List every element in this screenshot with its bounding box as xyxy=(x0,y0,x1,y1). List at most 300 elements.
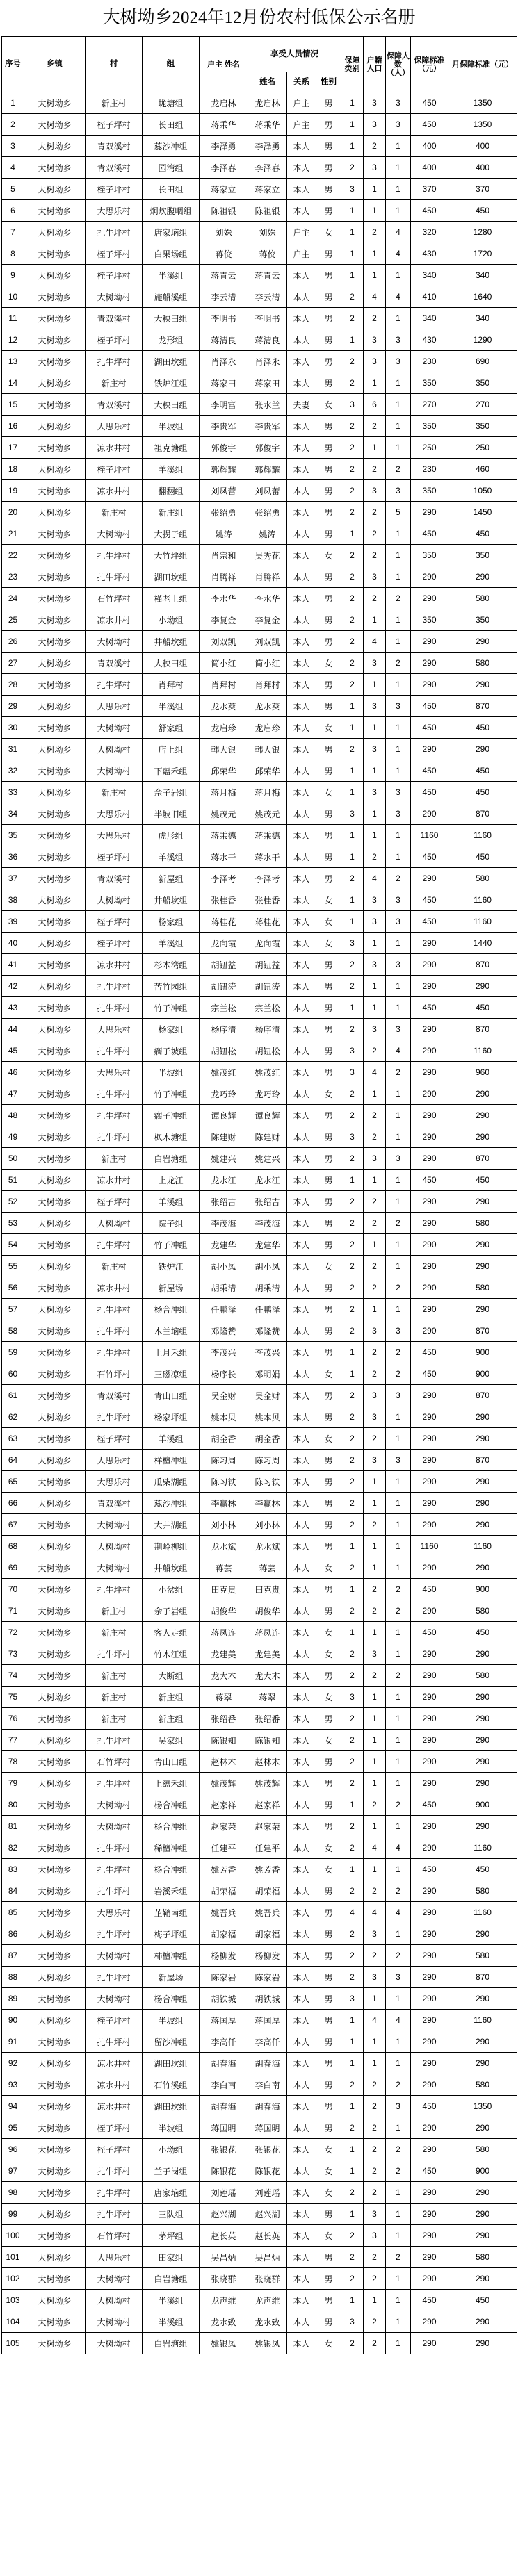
header-standard: 保障标准（元） xyxy=(411,37,448,92)
cell-township: 大树坳乡 xyxy=(24,2182,86,2204)
cell-monthly-amount: 1160 xyxy=(448,911,517,933)
cell-category: 2 xyxy=(341,2117,364,2139)
cell-township: 大树坳乡 xyxy=(24,696,86,717)
cell-assisted-name: 姚银凤 xyxy=(248,2333,287,2354)
cell-assisted-name: 龙大木 xyxy=(248,1665,287,1687)
table-row xyxy=(2,2117,517,2139)
cell-assisted-count: 3 xyxy=(386,803,411,825)
cell-head-name: 杨序长 xyxy=(200,1363,248,1385)
cell-monthly-amount: 450 xyxy=(448,1859,517,1880)
cell-group: 稀檀冲组 xyxy=(143,1837,200,1859)
cell-gender: 男 xyxy=(316,1342,341,1363)
cell-gender: 男 xyxy=(316,1450,341,1471)
cell-gender: 男 xyxy=(316,2268,341,2290)
cell-household-size: 4 xyxy=(364,1837,386,1859)
cell-relation: 本人 xyxy=(287,179,316,200)
cell-group: 小坳组 xyxy=(143,609,200,631)
cell-head-name: 郭俊宇 xyxy=(200,437,248,459)
cell-village: 桎子坪村 xyxy=(86,265,143,286)
cell-index: 52 xyxy=(2,1191,24,1213)
cell-relation: 本人 xyxy=(287,1514,316,1536)
cell-standard: 290 xyxy=(411,588,448,609)
table-row xyxy=(2,2290,517,2311)
cell-standard: 450 xyxy=(411,1859,448,1880)
cell-township: 大树坳乡 xyxy=(24,1536,86,1557)
cell-village: 扎牛坪村 xyxy=(86,1730,143,1751)
cell-relation: 本人 xyxy=(287,1880,316,1902)
cell-township: 大树坳乡 xyxy=(24,1493,86,1514)
cell-monthly-amount: 1160 xyxy=(448,1536,517,1557)
cell-monthly-amount: 870 xyxy=(448,1385,517,1406)
cell-township: 大树坳乡 xyxy=(24,1320,86,1342)
cell-assisted-name: 姚茂辉 xyxy=(248,1773,287,1794)
cell-relation: 本人 xyxy=(287,265,316,286)
table-row xyxy=(2,1536,517,1557)
cell-assisted-count: 4 xyxy=(386,222,411,243)
cell-gender: 男 xyxy=(316,265,341,286)
cell-village: 扎牛坪村 xyxy=(86,1923,143,1945)
cell-head-name: 张绍番 xyxy=(200,1708,248,1730)
cell-township: 大树坳乡 xyxy=(24,394,86,416)
cell-monthly-amount: 580 xyxy=(448,1880,517,1902)
table-row xyxy=(2,1816,517,1837)
cell-index: 45 xyxy=(2,1040,24,1062)
cell-monthly-amount: 580 xyxy=(448,1600,517,1622)
cell-relation: 本人 xyxy=(287,1126,316,1148)
cell-township: 大树坳乡 xyxy=(24,265,86,286)
cell-assisted-name: 张绍勇 xyxy=(248,502,287,523)
table-row xyxy=(2,1923,517,1945)
table-row xyxy=(2,1579,517,1600)
cell-head-name: 蒋凤连 xyxy=(200,1622,248,1643)
cell-monthly-amount: 460 xyxy=(448,459,517,480)
cell-village: 石竹坪村 xyxy=(86,1751,143,1773)
cell-standard: 450 xyxy=(411,696,448,717)
cell-township: 大树坳乡 xyxy=(24,1902,86,1923)
cell-category: 1 xyxy=(341,265,364,286)
cell-village: 新庄村 xyxy=(86,1622,143,1643)
table-row xyxy=(2,222,517,243)
cell-assisted-name: 赵林木 xyxy=(248,1751,287,1773)
cell-group: 半溪组 xyxy=(143,265,200,286)
cell-group: 上月禾组 xyxy=(143,1342,200,1363)
cell-gender: 女 xyxy=(316,222,341,243)
cell-household-size: 1 xyxy=(364,1751,386,1773)
table-row xyxy=(2,1406,517,1428)
cell-index: 9 xyxy=(2,265,24,286)
table-row xyxy=(2,1557,517,1579)
cell-relation: 本人 xyxy=(287,1988,316,2010)
cell-assisted-count: 1 xyxy=(386,717,411,739)
cell-gender: 女 xyxy=(316,2225,341,2247)
cell-township: 大树坳乡 xyxy=(24,954,86,976)
cell-assisted-name: 蒋翠 xyxy=(248,1687,287,1708)
cell-head-name: 龙水江 xyxy=(200,1170,248,1191)
cell-monthly-amount: 1640 xyxy=(448,286,517,308)
cell-monthly-amount: 290 xyxy=(448,976,517,997)
cell-household-size: 2 xyxy=(364,2268,386,2290)
cell-household-size: 2 xyxy=(364,2247,386,2268)
cell-relation: 本人 xyxy=(287,1794,316,1816)
cell-household-size: 2 xyxy=(364,846,386,868)
cell-assisted-name: 李赢林 xyxy=(248,1493,287,1514)
cell-township: 大树坳乡 xyxy=(24,351,86,372)
cell-category: 2 xyxy=(341,1019,364,1040)
cell-standard: 290 xyxy=(411,2074,448,2096)
cell-gender: 男 xyxy=(316,1320,341,1342)
cell-group: 瓜柴湖组 xyxy=(143,1471,200,1493)
cell-relation: 本人 xyxy=(287,2139,316,2160)
cell-gender: 男 xyxy=(316,1988,341,2010)
cell-group: 枫木塘组 xyxy=(143,1126,200,1148)
cell-gender: 女 xyxy=(316,1622,341,1643)
cell-group: 三磁凉组 xyxy=(143,1363,200,1385)
cell-head-name: 胡钮涛 xyxy=(200,976,248,997)
cell-head-name: 胡荣福 xyxy=(200,1880,248,1902)
table-row xyxy=(2,243,517,265)
cell-assisted-name: 宗兰松 xyxy=(248,997,287,1019)
cell-village: 青双溪村 xyxy=(86,868,143,889)
cell-assisted-count: 1 xyxy=(386,1687,411,1708)
cell-relation: 本人 xyxy=(287,1406,316,1428)
cell-relation: 本人 xyxy=(287,717,316,739)
cell-head-name: 龙建美 xyxy=(200,1643,248,1665)
cell-monthly-amount: 870 xyxy=(448,1967,517,1988)
cell-household-size: 3 xyxy=(364,1643,386,1665)
cell-household-size: 1 xyxy=(364,760,386,782)
cell-assisted-count: 1 xyxy=(386,1083,411,1105)
cell-group: 半溪组 xyxy=(143,2290,200,2311)
cell-category: 2 xyxy=(341,480,364,502)
cell-index: 63 xyxy=(2,1428,24,1450)
cell-group: 白岩塘组 xyxy=(143,1148,200,1170)
cell-household-size: 2 xyxy=(364,1126,386,1148)
cell-gender: 男 xyxy=(316,523,341,545)
cell-assisted-count: 4 xyxy=(386,1902,411,1923)
cell-relation: 本人 xyxy=(287,1320,316,1342)
cell-township: 大树坳乡 xyxy=(24,480,86,502)
table-row xyxy=(2,976,517,997)
cell-group: 大秧田组 xyxy=(143,308,200,329)
cell-head-name: 陈银知 xyxy=(200,1730,248,1751)
cell-monthly-amount: 290 xyxy=(448,1471,517,1493)
cell-monthly-amount: 900 xyxy=(448,1794,517,1816)
cell-group: 芷鞘南组 xyxy=(143,1902,200,1923)
cell-group: 龙形组 xyxy=(143,329,200,351)
cell-index: 100 xyxy=(2,2225,24,2247)
cell-assisted-count: 1 xyxy=(386,2333,411,2354)
cell-gender: 女 xyxy=(316,545,341,566)
cell-standard: 1160 xyxy=(411,1536,448,1557)
cell-township: 大树坳乡 xyxy=(24,2074,86,2096)
cell-monthly-amount: 870 xyxy=(448,1148,517,1170)
cell-head-name: 龙水斌 xyxy=(200,1536,248,1557)
table-row xyxy=(2,2225,517,2247)
cell-index: 79 xyxy=(2,1773,24,1794)
cell-household-size: 2 xyxy=(364,1213,386,1234)
cell-village: 大树坳村 xyxy=(86,1514,143,1536)
cell-standard: 350 xyxy=(411,480,448,502)
cell-household-size: 1 xyxy=(364,674,386,696)
table-row xyxy=(2,157,517,179)
cell-gender: 男 xyxy=(316,566,341,588)
cell-relation: 本人 xyxy=(287,1536,316,1557)
cell-standard: 400 xyxy=(411,136,448,157)
cell-category: 3 xyxy=(341,1687,364,1708)
cell-village: 大思乐村 xyxy=(86,1902,143,1923)
cell-standard: 290 xyxy=(411,674,448,696)
cell-assisted-name: 陈习轶 xyxy=(248,1471,287,1493)
cell-index: 77 xyxy=(2,1730,24,1751)
cell-relation: 本人 xyxy=(287,2117,316,2139)
cell-village: 大树坳村 xyxy=(86,1988,143,2010)
cell-head-name: 张绍吉 xyxy=(200,1191,248,1213)
cell-group: 杨家组 xyxy=(143,911,200,933)
cell-monthly-amount: 290 xyxy=(448,2031,517,2053)
cell-head-name: 李泽勇 xyxy=(200,136,248,157)
cell-township: 大树坳乡 xyxy=(24,997,86,1019)
cell-standard: 290 xyxy=(411,1837,448,1859)
cell-assisted-count: 3 xyxy=(386,92,411,114)
cell-household-size: 4 xyxy=(364,1902,386,1923)
cell-assisted-count: 1 xyxy=(386,136,411,157)
cell-relation: 本人 xyxy=(287,566,316,588)
cell-relation: 本人 xyxy=(287,1040,316,1062)
cell-index: 7 xyxy=(2,222,24,243)
cell-category: 2 xyxy=(341,1105,364,1126)
cell-head-name: 李茂兴 xyxy=(200,1342,248,1363)
cell-township: 大树坳乡 xyxy=(24,1342,86,1363)
table-row xyxy=(2,351,517,372)
cell-assisted-name: 胡家福 xyxy=(248,1923,287,1945)
cell-assisted-name: 龙向霞 xyxy=(248,933,287,954)
cell-index: 59 xyxy=(2,1342,24,1363)
cell-index: 16 xyxy=(2,416,24,437)
cell-township: 大树坳乡 xyxy=(24,502,86,523)
cell-assisted-count: 3 xyxy=(386,329,411,351)
cell-relation: 本人 xyxy=(287,1622,316,1643)
header-index: 序号 xyxy=(2,37,24,92)
cell-group: 新庄组 xyxy=(143,1687,200,1708)
cell-assisted-count: 3 xyxy=(386,480,411,502)
cell-village: 扎牛坪村 xyxy=(86,566,143,588)
cell-household-size: 2 xyxy=(364,308,386,329)
cell-head-name: 陈家岩 xyxy=(200,1967,248,1988)
cell-village: 凉水井村 xyxy=(86,954,143,976)
cell-relation: 本人 xyxy=(287,1687,316,1708)
cell-index: 58 xyxy=(2,1320,24,1342)
cell-household-size: 3 xyxy=(364,1385,386,1406)
cell-household-size: 1 xyxy=(364,997,386,1019)
cell-standard: 350 xyxy=(411,372,448,394)
cell-gender: 男 xyxy=(316,1471,341,1493)
cell-township: 大树坳乡 xyxy=(24,1170,86,1191)
table-row xyxy=(2,674,517,696)
cell-group: 客人走组 xyxy=(143,1622,200,1643)
cell-assisted-count: 1 xyxy=(386,308,411,329)
cell-assisted-count: 1 xyxy=(386,1170,411,1191)
cell-relation: 本人 xyxy=(287,696,316,717)
cell-township: 大树坳乡 xyxy=(24,1040,86,1062)
table-row xyxy=(2,1794,517,1816)
cell-gender: 男 xyxy=(316,2117,341,2139)
cell-category: 1 xyxy=(341,782,364,803)
cell-monthly-amount: 290 xyxy=(448,2268,517,2290)
cell-monthly-amount: 290 xyxy=(448,739,517,760)
cell-category: 1 xyxy=(341,1622,364,1643)
cell-standard: 290 xyxy=(411,2182,448,2204)
cell-assisted-count: 2 xyxy=(386,1363,411,1385)
cell-township: 大树坳乡 xyxy=(24,1643,86,1665)
cell-monthly-amount: 900 xyxy=(448,2160,517,2182)
cell-standard: 290 xyxy=(411,1126,448,1148)
cell-category: 2 xyxy=(341,1730,364,1751)
cell-relation: 本人 xyxy=(287,1385,316,1406)
cell-monthly-amount: 580 xyxy=(448,1277,517,1299)
cell-standard: 290 xyxy=(411,1148,448,1170)
cell-index: 24 xyxy=(2,588,24,609)
cell-gender: 男 xyxy=(316,1299,341,1320)
cell-group: 青山口组 xyxy=(143,1751,200,1773)
cell-village: 扎牛坪村 xyxy=(86,1859,143,1880)
cell-gender: 男 xyxy=(316,609,341,631)
cell-category: 2 xyxy=(341,631,364,653)
table-row xyxy=(2,1493,517,1514)
table-row xyxy=(2,2053,517,2074)
cell-group: 新屋场 xyxy=(143,1277,200,1299)
cell-group: 大秧田组 xyxy=(143,394,200,416)
cell-head-name: 龙巧玲 xyxy=(200,1083,248,1105)
cell-assisted-count: 1 xyxy=(386,437,411,459)
cell-assisted-count: 5 xyxy=(386,502,411,523)
cell-head-name: 蒋青云 xyxy=(200,265,248,286)
cell-standard: 290 xyxy=(411,739,448,760)
header-assisted-count: 保障人数（人） xyxy=(386,37,411,92)
cell-assisted-count: 2 xyxy=(386,1794,411,1816)
cell-standard: 290 xyxy=(411,1730,448,1751)
cell-village: 青双溪村 xyxy=(86,308,143,329)
table-row xyxy=(2,1320,517,1342)
table-row xyxy=(2,954,517,976)
cell-head-name: 姚芳香 xyxy=(200,1859,248,1880)
cell-category: 2 xyxy=(341,566,364,588)
cell-relation: 本人 xyxy=(287,157,316,179)
cell-household-size: 2 xyxy=(364,2182,386,2204)
cell-index: 70 xyxy=(2,1579,24,1600)
cell-assisted-count: 2 xyxy=(386,588,411,609)
table-row xyxy=(2,1967,517,1988)
cell-gender: 男 xyxy=(316,1040,341,1062)
cell-group: 院子组 xyxy=(143,1213,200,1234)
cell-monthly-amount: 1160 xyxy=(448,889,517,911)
cell-standard: 290 xyxy=(411,2053,448,2074)
cell-gender: 男 xyxy=(316,2074,341,2096)
cell-assisted-count: 1 xyxy=(386,1536,411,1557)
cell-assisted-name: 田克贵 xyxy=(248,1579,287,1600)
cell-township: 大树坳乡 xyxy=(24,1385,86,1406)
cell-monthly-amount: 450 xyxy=(448,200,517,222)
cell-gender: 女 xyxy=(316,1428,341,1450)
cell-standard: 450 xyxy=(411,1579,448,1600)
cell-standard: 290 xyxy=(411,1665,448,1687)
cell-gender: 男 xyxy=(316,588,341,609)
cell-monthly-amount: 290 xyxy=(448,1514,517,1536)
cell-head-name: 蒋国明 xyxy=(200,2117,248,2139)
cell-index: 74 xyxy=(2,1665,24,1687)
cell-head-name: 刘小林 xyxy=(200,1514,248,1536)
cell-household-size: 4 xyxy=(364,286,386,308)
cell-index: 67 xyxy=(2,1514,24,1536)
table-row xyxy=(2,2268,517,2290)
cell-group: 湖田坎组 xyxy=(143,566,200,588)
cell-gender: 男 xyxy=(316,954,341,976)
cell-head-name: 胡春海 xyxy=(200,2053,248,2074)
cell-relation: 本人 xyxy=(287,372,316,394)
table-row xyxy=(2,1385,517,1406)
cell-village: 大思乐村 xyxy=(86,803,143,825)
cell-township: 大树坳乡 xyxy=(24,372,86,394)
cell-assisted-name: 蒋乘德 xyxy=(248,825,287,846)
cell-village: 石竹坪村 xyxy=(86,588,143,609)
cell-assisted-count: 3 xyxy=(386,954,411,976)
cell-group: 杨合冲组 xyxy=(143,1794,200,1816)
cell-township: 大树坳乡 xyxy=(24,1923,86,1945)
table-row xyxy=(2,2074,517,2096)
cell-village: 扎牛坪村 xyxy=(86,1773,143,1794)
cell-assisted-count: 1 xyxy=(386,394,411,416)
cell-household-size: 4 xyxy=(364,1062,386,1083)
cell-standard: 290 xyxy=(411,1945,448,1967)
table-row xyxy=(2,1665,517,1687)
cell-assisted-name: 蒋水干 xyxy=(248,846,287,868)
cell-standard: 290 xyxy=(411,2117,448,2139)
cell-assisted-count: 1 xyxy=(386,545,411,566)
cell-monthly-amount: 290 xyxy=(448,1191,517,1213)
cell-household-size: 1 xyxy=(364,1234,386,1256)
cell-assisted-count: 1 xyxy=(386,674,411,696)
cell-head-name: 田克贵 xyxy=(200,1579,248,1600)
cell-monthly-amount: 340 xyxy=(448,308,517,329)
cell-index: 32 xyxy=(2,760,24,782)
cell-monthly-amount: 580 xyxy=(448,868,517,889)
cell-assisted-name: 李明书 xyxy=(248,308,287,329)
cell-relation: 本人 xyxy=(287,1083,316,1105)
cell-head-name: 胡乘清 xyxy=(200,1277,248,1299)
cell-gender: 女 xyxy=(316,1837,341,1859)
cell-village: 桎子坪村 xyxy=(86,2010,143,2031)
cell-gender: 男 xyxy=(316,2010,341,2031)
cell-relation: 本人 xyxy=(287,1213,316,1234)
cell-village: 青双溪村 xyxy=(86,1385,143,1406)
cell-category: 1 xyxy=(341,825,364,846)
cell-standard: 450 xyxy=(411,911,448,933)
cell-assisted-count: 1 xyxy=(386,997,411,1019)
cell-assisted-name: 姚本贝 xyxy=(248,1406,287,1428)
cell-gender: 男 xyxy=(316,1945,341,1967)
cell-township: 大树坳乡 xyxy=(24,2225,86,2247)
cell-village: 青双溪村 xyxy=(86,653,143,674)
cell-relation: 本人 xyxy=(287,1751,316,1773)
cell-assisted-name: 胡钮益 xyxy=(248,954,287,976)
cell-household-size: 2 xyxy=(364,1277,386,1299)
cell-village: 桎子坪村 xyxy=(86,1428,143,1450)
table-row xyxy=(2,1902,517,1923)
cell-relation: 本人 xyxy=(287,1277,316,1299)
table-row xyxy=(2,1687,517,1708)
table-row xyxy=(2,588,517,609)
cell-assisted-name: 李白南 xyxy=(248,2074,287,2096)
cell-township: 大树坳乡 xyxy=(24,911,86,933)
